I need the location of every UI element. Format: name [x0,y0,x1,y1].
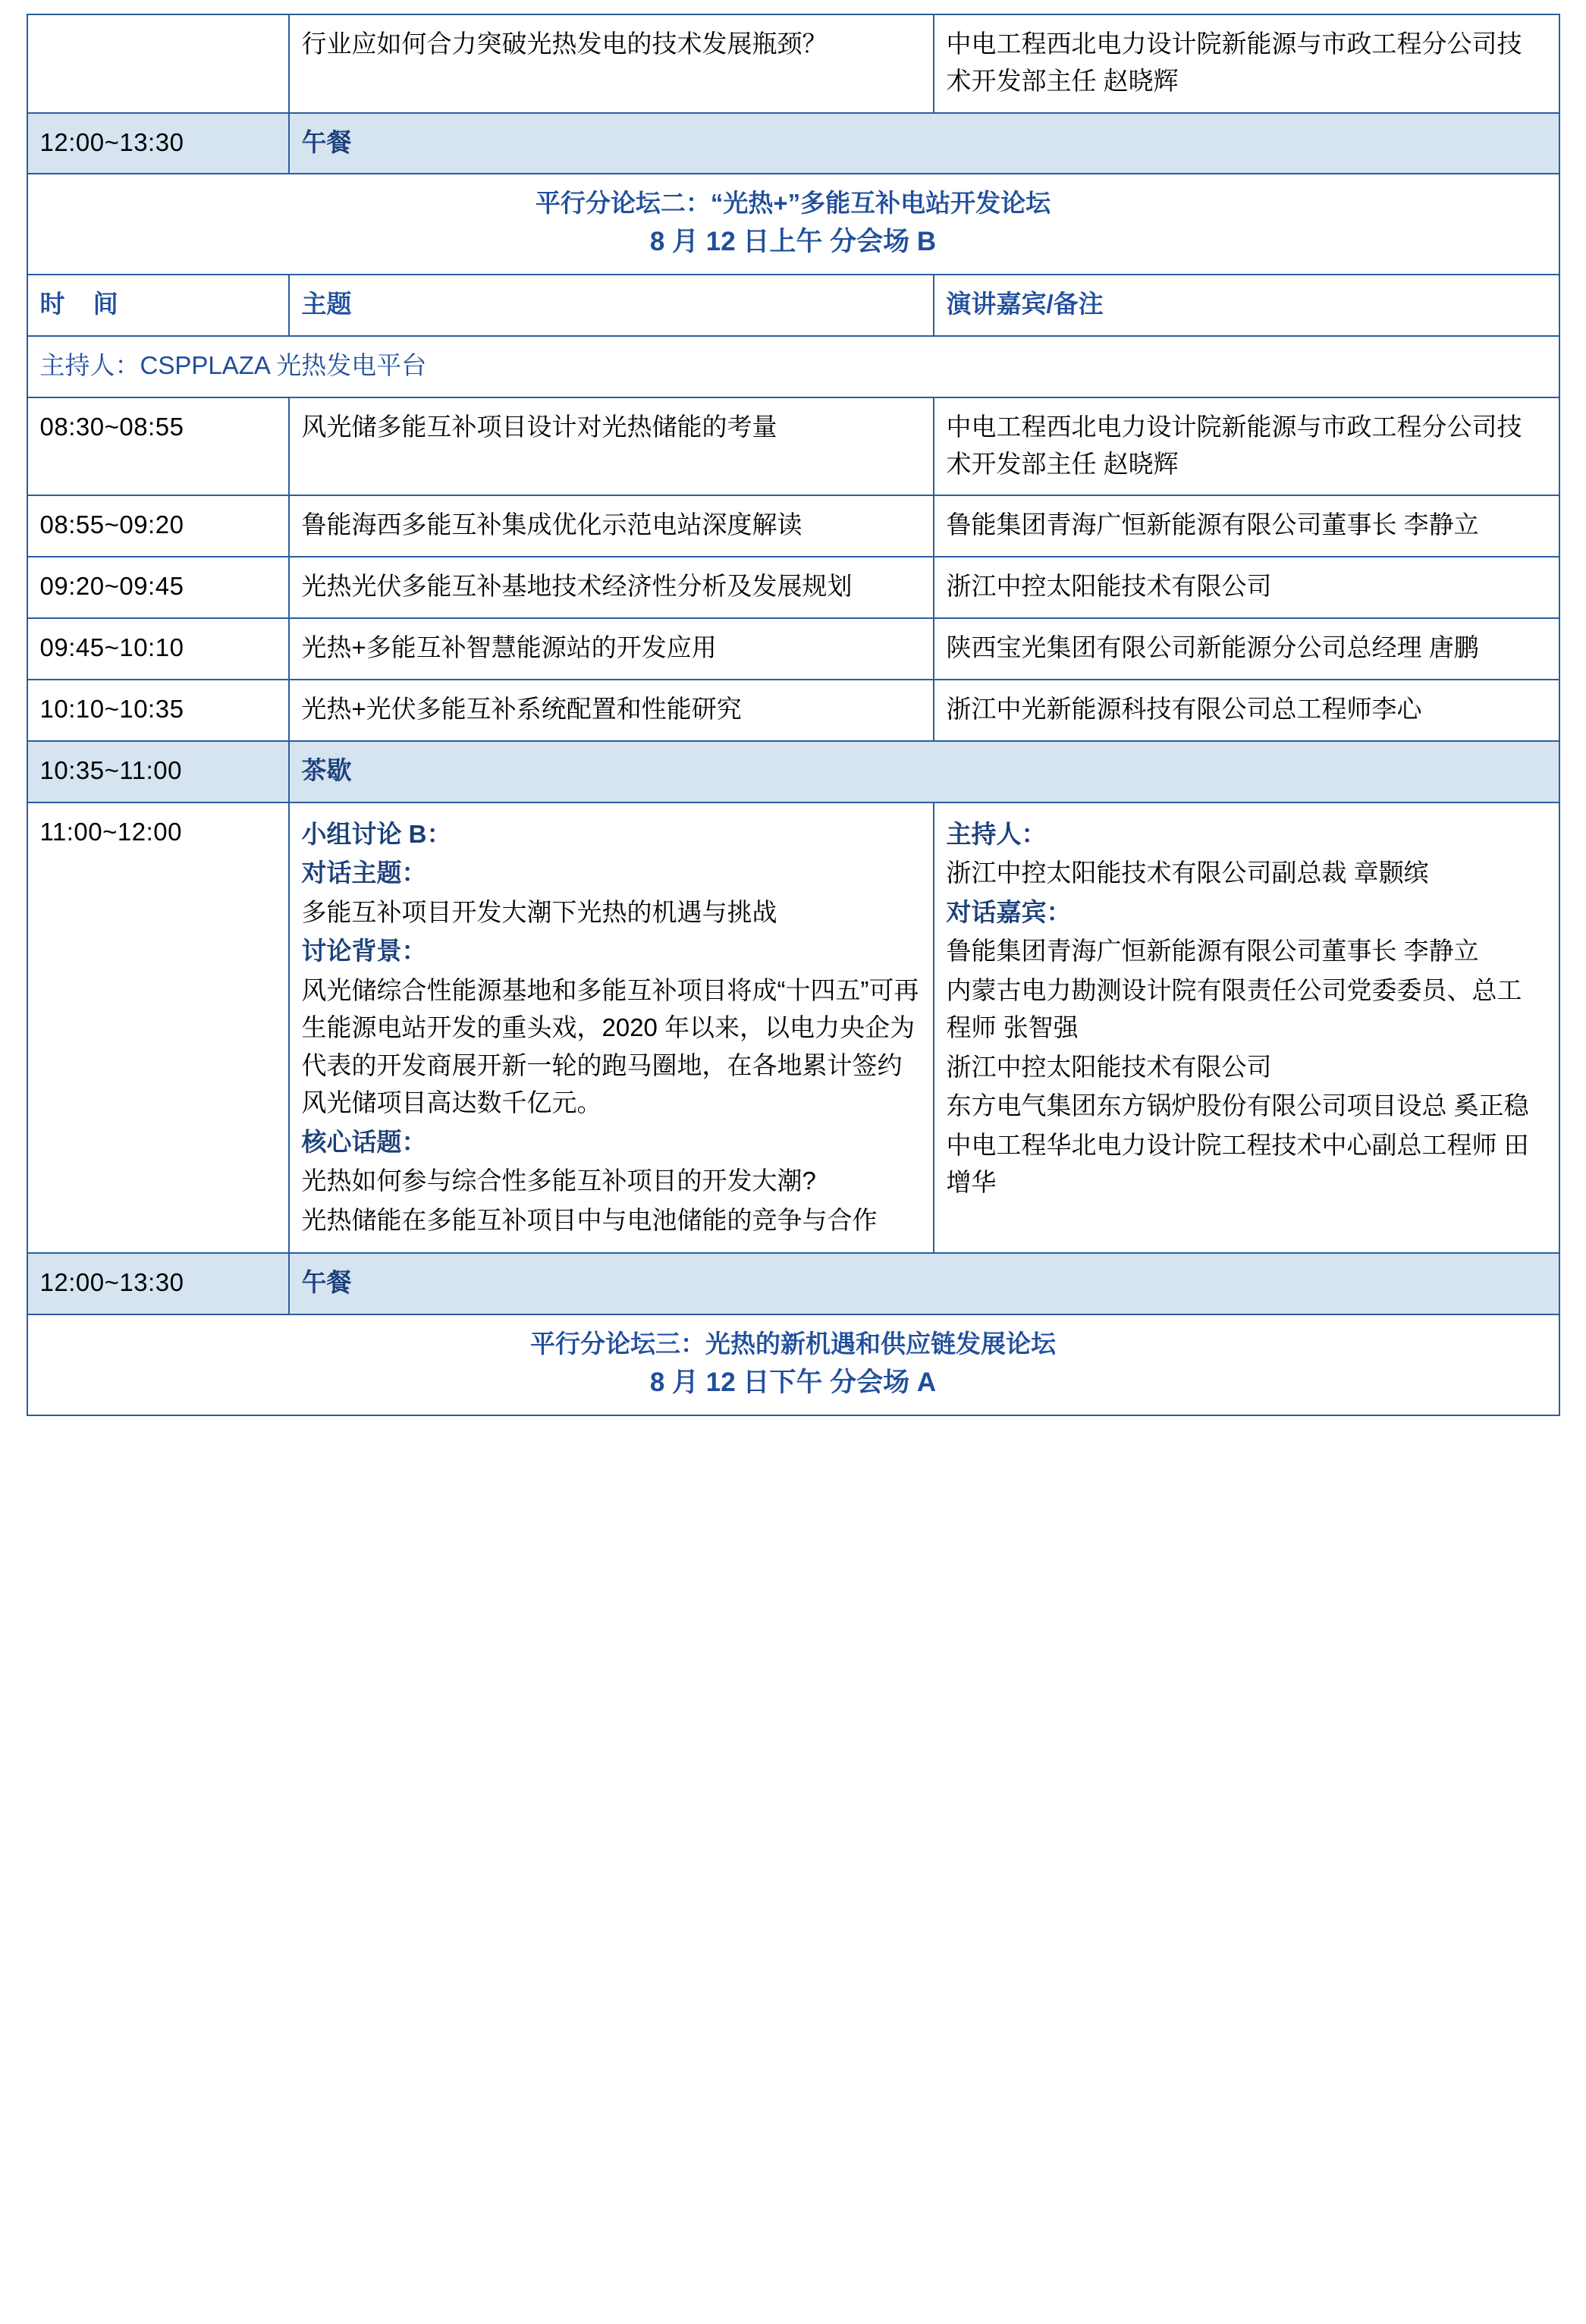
cell-break-label: 茶歇 [289,741,1559,802]
cell-speaker: 陕西宝光集团有限公司新能源分公司总经理 唐鹏 [934,618,1559,680]
forum-title-line2: 8 月 12 日上午 分会场 B [649,227,937,257]
table-row-lunch [27,1253,1559,1314]
panel-guest: 中电工程华北电力设计院工程技术中心副总工程师 田增华 [946,1130,1529,1197]
forum-title-line2: 8 月 12 日下午 分会场 A [649,1367,937,1397]
table-row-lunch [27,113,1559,174]
table-row [27,495,1559,557]
cell-forum-title [27,174,1559,275]
table-row [27,397,1559,496]
panel-dialog-label: 对话主题： [301,859,427,887]
cell-break-label: 午餐 [289,113,1559,174]
cell-speaker: 鲁能集团青海广恒新能源有限公司董事长 李静立 [934,495,1559,557]
cell-panel-speakers [934,802,1559,1254]
table-header-row [27,275,1559,336]
column-header-topic: 主题 [289,275,934,336]
panel-background-text: 风光储综合性能源基地和多能互补项目将成“十四五”可再生能源电站开发的重头戏，2020 年以来，以电力央企为代表的开发商展开新一轮的跑马圈地，在各地累计签约风光储项目高达数千亿元。 [301,975,919,1117]
cell-topic: 风光储多能互补项目设计对光热储能的考量 [289,397,934,496]
cell-topic: 鲁能海西多能互补集成优化示范电站深度解读 [289,495,934,557]
column-header-speaker: 演讲嘉宾/备注 [934,275,1559,336]
table-row [27,14,1559,113]
cell-time: 12:00~13:30 [27,1253,289,1314]
table-row [27,557,1559,618]
table-row-break [27,741,1559,802]
agenda-table [27,14,1560,1416]
cell-time: 12:00~13:30 [27,113,289,174]
cell-break-label: 午餐 [289,1253,1559,1314]
cell-time: 09:20~09:45 [27,557,289,618]
table-row [27,618,1559,680]
cell-topic: 光热光伏多能互补基地技术经济性分析及发展规划 [289,557,934,618]
panel-background-label: 讨论背景： [301,937,427,966]
panel-guest: 东方电气集团东方锅炉股份有限公司项目设总 奚正稳 [946,1091,1529,1120]
cell-time: 08:55~09:20 [27,495,289,557]
cell-speaker: 中电工程西北电力设计院新能源与市政工程分公司技术开发部主任 赵晓辉 [934,397,1559,496]
column-header-time: 时 间 [27,275,289,336]
panel-host-label: 主持人： [946,819,1047,848]
forum-title-line1: 平行分论坛二：“光热+”多能互补电站开发论坛 [535,189,1051,218]
table-row-panel [27,802,1559,1254]
cell-speaker: 浙江中控太阳能技术有限公司 [934,557,1559,618]
panel-core-text-2: 光热储能在多能互补项目中与电池储能的竞争与合作 [301,1205,878,1234]
panel-core-label: 核心话题： [301,1127,427,1156]
panel-guests-label: 对话嘉宾： [946,897,1072,926]
panel-guest: 内蒙古电力勘测设计院有限责任公司党委委员、总工程师 张智强 [946,975,1522,1042]
cell-time: 08:30~08:55 [27,397,289,496]
cell-topic: 行业应如何合力突破光热发电的技术发展瓶颈？ [289,14,934,113]
forum-title-line1: 平行分论坛三：光热的新机遇和供应链发展论坛 [530,1329,1056,1358]
cell-time: 11:00~12:00 [27,802,289,1254]
panel-guest: 浙江中控太阳能技术有限公司 [946,1052,1272,1081]
panel-title-label: 小组讨论 B： [301,819,452,848]
host-row [27,336,1559,397]
cell-topic: 光热+多能互补智慧能源站的开发应用 [289,618,934,680]
panel-dialog-text: 多能互补项目开发大潮下光热的机遇与挑战 [301,897,777,926]
table-row [27,680,1559,741]
cell-time [27,14,289,113]
cell-speaker: 中电工程西北电力设计院新能源与市政工程分公司技术开发部主任 赵晓辉 [934,14,1559,113]
cell-host: 主持人：CSPPLAZA 光热发电平台 [27,336,1559,397]
panel-core-text-1: 光热如何参与综合性多能互补项目的开发大潮? [301,1167,816,1195]
cell-time: 10:10~10:35 [27,680,289,741]
cell-topic: 光热+光伏多能互补系统配置和性能研究 [289,680,934,741]
cell-forum-title [27,1314,1559,1415]
forum-title-row-3 [27,1314,1559,1415]
cell-time: 10:35~11:00 [27,741,289,802]
panel-host-text: 浙江中控太阳能技术有限公司副总裁 章颢缤 [946,859,1429,887]
cell-speaker: 浙江中光新能源科技有限公司总工程师李心 [934,680,1559,741]
panel-guest: 鲁能集团青海广恒新能源有限公司董事长 李静立 [946,937,1479,966]
cell-panel-topic [289,802,934,1254]
forum-title-row-2 [27,174,1559,275]
cell-time: 09:45~10:10 [27,618,289,680]
